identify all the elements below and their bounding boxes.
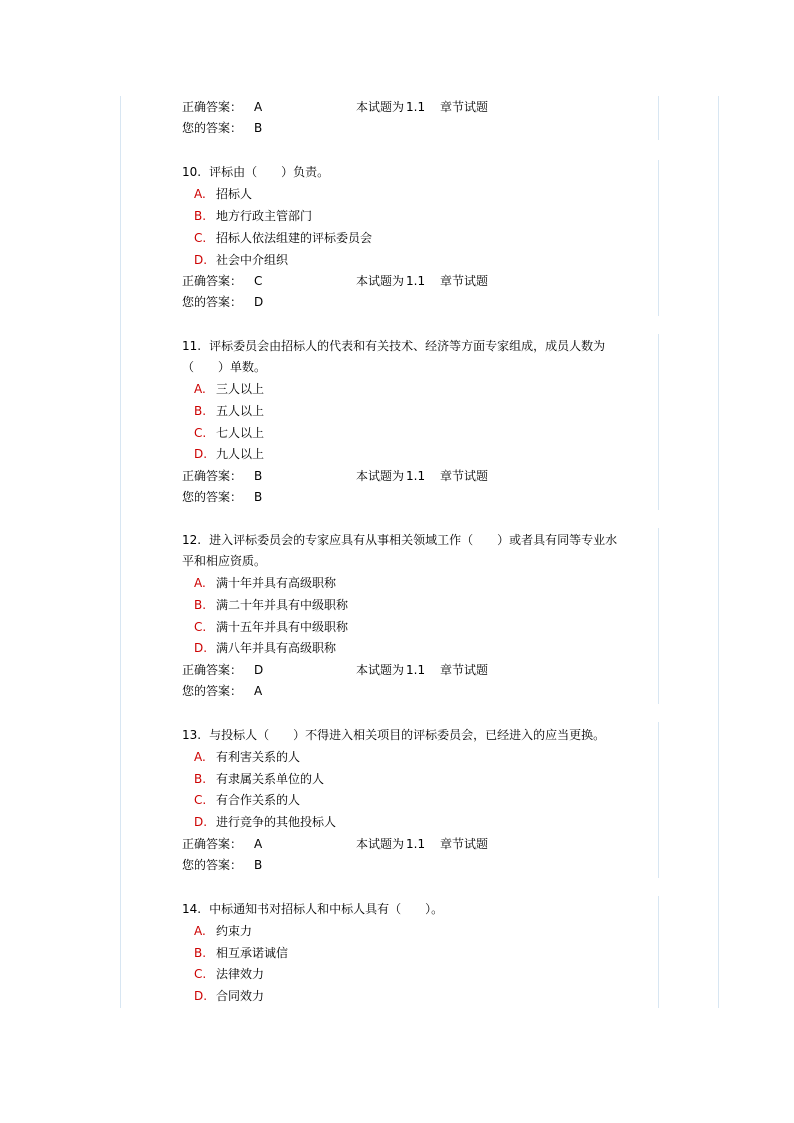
your-answer-row (182, 487, 262, 507)
option-key: C. (194, 231, 207, 245)
question-stem (182, 899, 443, 919)
your-answer-row (182, 118, 262, 138)
option-c[interactable] (194, 228, 372, 248)
question-text: （ ）单数。 (182, 360, 267, 374)
correct-answer-value: B (254, 469, 263, 483)
option-text: 有利害关系的人 (216, 750, 301, 764)
option-d[interactable] (194, 444, 264, 464)
correct-answer-value: C (254, 274, 263, 288)
question-stem-continued (182, 357, 266, 377)
block-rule (658, 96, 659, 140)
correct-answer-value: D (254, 663, 264, 677)
correct-answer-label: 正确答案： (182, 469, 243, 483)
option-b[interactable] (194, 769, 324, 789)
option-text: 满八年并具有高级职称 (216, 641, 337, 655)
option-c[interactable] (194, 790, 300, 810)
option-key: C. (194, 793, 207, 807)
option-text: 满二十年并具有中级职称 (216, 598, 349, 612)
your-answer-label: 您的答案： (182, 121, 243, 135)
option-text: 满十五年并具有中级职称 (216, 620, 349, 634)
topic-suffix: 章节试题 (440, 663, 489, 677)
option-key: A. (194, 382, 206, 396)
topic-section: 1.1 (406, 274, 426, 288)
your-answer-value: B (254, 490, 263, 504)
your-answer-value: B (254, 858, 263, 872)
correct-answer-row (182, 466, 488, 486)
option-key: D. (194, 253, 208, 267)
option-key: A. (194, 187, 206, 201)
option-c[interactable] (194, 423, 264, 443)
option-text: 法律效力 (216, 967, 265, 981)
question-text: 与投标人（ ）不得进入相关项目的评标委员会，已经进入的应当更换。 (209, 728, 606, 742)
topic-suffix: 章节试题 (440, 100, 489, 114)
option-text: 七人以上 (216, 426, 265, 440)
option-a[interactable] (194, 747, 300, 767)
topic-prefix: 本试题为 (356, 100, 405, 114)
option-d[interactable] (194, 250, 288, 270)
option-c[interactable] (194, 617, 348, 637)
question-number: 14. (182, 902, 202, 916)
correct-answer-label: 正确答案： (182, 837, 243, 851)
topic-suffix: 章节试题 (440, 837, 489, 851)
topic-prefix: 本试题为 (356, 274, 405, 288)
left-margin-rule (120, 96, 121, 1008)
question-number: 12. (182, 533, 202, 547)
option-key: A. (194, 924, 206, 938)
block-rule (658, 160, 659, 316)
your-answer-row (182, 855, 262, 875)
correct-answer-value: A (254, 100, 263, 114)
your-answer-value: B (254, 121, 263, 135)
topic-section: 1.1 (406, 100, 426, 114)
block-rule (658, 528, 659, 704)
option-text: 约束力 (216, 924, 253, 938)
option-text: 地方行政主管部门 (216, 209, 313, 223)
option-key: C. (194, 620, 207, 634)
option-text: 社会中介组织 (216, 253, 289, 267)
question-stem-continued (182, 551, 266, 571)
your-answer-label: 您的答案： (182, 858, 243, 872)
option-text: 五人以上 (216, 404, 265, 418)
question-text: 进入评标委员会的专家应具有从事相关领域工作（ ）或者具有同等专业水 (209, 533, 618, 547)
your-answer-label: 您的答案： (182, 490, 243, 504)
correct-answer-label: 正确答案： (182, 663, 243, 677)
option-key: D. (194, 447, 208, 461)
correct-answer-row (182, 97, 488, 117)
option-key: B. (194, 209, 207, 223)
option-d[interactable] (194, 638, 336, 658)
option-key: B. (194, 772, 207, 786)
correct-answer-label: 正确答案： (182, 100, 243, 114)
option-c[interactable] (194, 964, 264, 984)
correct-answer-label: 正确答案： (182, 274, 243, 288)
option-a[interactable] (194, 573, 336, 593)
option-b[interactable] (194, 943, 288, 963)
your-answer-value: A (254, 684, 263, 698)
your-answer-value: D (254, 295, 264, 309)
option-key: B. (194, 598, 207, 612)
option-text: 九人以上 (216, 447, 265, 461)
option-text: 三人以上 (216, 382, 265, 396)
option-text: 相互承诺诚信 (216, 946, 289, 960)
question-stem (182, 725, 605, 745)
correct-answer-row (182, 660, 488, 680)
option-key: D. (194, 815, 208, 829)
topic-prefix: 本试题为 (356, 663, 405, 677)
question-stem (182, 162, 329, 182)
block-rule (658, 896, 659, 1008)
question-text: 评标由（ ）负责。 (209, 165, 330, 179)
option-text: 满十年并具有高级职称 (216, 576, 337, 590)
question-stem (182, 530, 617, 550)
option-key: B. (194, 404, 207, 418)
option-text: 合同效力 (216, 989, 265, 1003)
question-number: 11. (182, 339, 202, 353)
question-stem (182, 336, 605, 356)
option-key: D. (194, 989, 208, 1003)
correct-answer-value: A (254, 837, 263, 851)
topic-section: 1.1 (406, 469, 426, 483)
topic-section: 1.1 (406, 663, 426, 677)
option-a[interactable] (194, 379, 264, 399)
option-a[interactable] (194, 184, 252, 204)
question-text: 平和相应资质。 (182, 554, 267, 568)
your-answer-label: 您的答案： (182, 684, 243, 698)
option-b[interactable] (194, 595, 348, 615)
right-margin-rule (718, 96, 719, 1008)
option-key: D. (194, 641, 208, 655)
option-text: 有隶属关系单位的人 (216, 772, 325, 786)
option-text: 进行竞争的其他投标人 (216, 815, 337, 829)
option-text: 招标人 (216, 187, 253, 201)
correct-answer-row (182, 271, 488, 291)
option-d[interactable] (194, 986, 264, 1006)
question-number: 13. (182, 728, 202, 742)
option-a[interactable] (194, 921, 252, 941)
option-key: B. (194, 946, 207, 960)
your-answer-label: 您的答案： (182, 295, 243, 309)
your-answer-row (182, 292, 263, 312)
topic-section: 1.1 (406, 837, 426, 851)
block-rule (658, 722, 659, 878)
option-d[interactable] (194, 812, 336, 832)
topic-prefix: 本试题为 (356, 837, 405, 851)
question-number: 10. (182, 165, 202, 179)
topic-suffix: 章节试题 (440, 469, 489, 483)
question-text: 评标委员会由招标人的代表和有关技术、经济等方面专家组成，成员人数为 (209, 339, 606, 353)
topic-suffix: 章节试题 (440, 274, 489, 288)
option-key: A. (194, 576, 206, 590)
option-b[interactable] (194, 401, 264, 421)
option-key: C. (194, 967, 207, 981)
question-text: 中标通知书对招标人和中标人具有（ ）。 (209, 902, 444, 916)
block-rule (658, 334, 659, 510)
correct-answer-row (182, 834, 488, 854)
option-text: 有合作关系的人 (216, 793, 301, 807)
option-key: C. (194, 426, 207, 440)
topic-prefix: 本试题为 (356, 469, 405, 483)
option-text: 招标人依法组建的评标委员会 (216, 231, 373, 245)
option-b[interactable] (194, 206, 312, 226)
your-answer-row (182, 681, 262, 701)
option-key: A. (194, 750, 206, 764)
